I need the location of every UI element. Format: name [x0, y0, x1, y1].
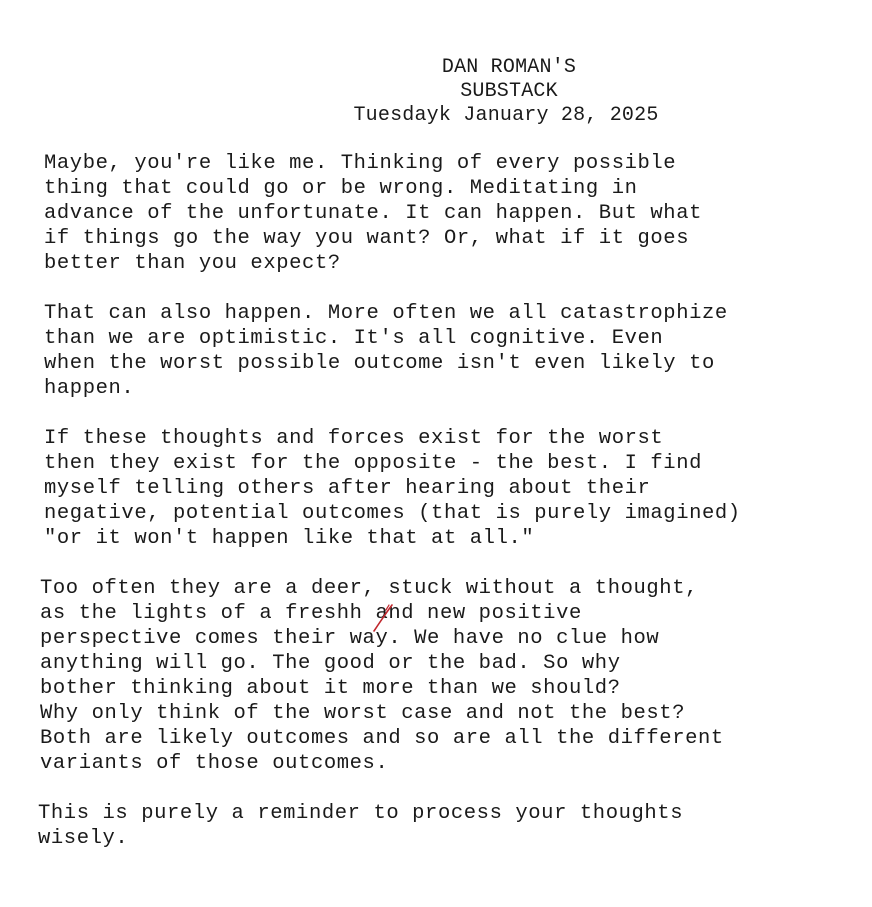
text-line: This is purely a reminder to process your thoughts: [38, 802, 684, 825]
text-line: perspective comes their way. We have no clue how: [40, 627, 660, 650]
paragraph: [40, 576, 864, 776]
text-line: Both are likely outcomes and so are all the different: [40, 727, 724, 750]
text-line: myself telling others after hearing about their: [44, 477, 651, 500]
text-line: if things go the way you want? Or, what if it goes: [44, 227, 690, 250]
document-body: [38, 151, 864, 876]
text-line: then they exist for the opposite - the best. I find: [44, 452, 703, 475]
text-line: negative, potential outcomes (that is purely imagined): [44, 502, 741, 525]
text-line: That can also happen. More often we all catastrophize: [44, 302, 728, 325]
paragraph: [44, 151, 864, 276]
text-line: happen.: [44, 377, 135, 400]
document-date: Tuesdayk January 28, 2025: [353, 104, 659, 127]
text-line: as the lights of a freshh and new positive: [40, 602, 582, 625]
text-line: advance of the unfortunate. It can happen. But what: [44, 202, 703, 225]
text-line: anything will go. The good or the bad. So why: [40, 652, 621, 675]
paragraph: [38, 801, 864, 851]
text-line: "or it won't happen like that at all.": [44, 527, 535, 550]
text-line: thing that could go or be wrong. Meditating in: [44, 177, 638, 200]
text-line: If these thoughts and forces exist for the worst: [44, 427, 664, 450]
paragraph: [44, 301, 864, 401]
paragraph: [44, 426, 864, 551]
text-line: better than you expect?: [44, 252, 341, 275]
text-line: Why only think of the worst case and not the best?: [40, 702, 686, 725]
correction-slash-mark: [372, 604, 394, 632]
text-line: Maybe, you're like me. Thinking of every possible: [44, 152, 677, 175]
text-line: when the worst possible outcome isn't even likely to: [44, 352, 715, 375]
text-line: wisely.: [38, 827, 129, 850]
author-title: DAN ROMAN'S: [441, 56, 577, 79]
publication-name: SUBSTACK: [460, 80, 558, 103]
text-line: than we are optimistic. It's all cognitive. Even: [44, 327, 664, 350]
text-line: Too often they are a deer, stuck without a thought,: [40, 577, 699, 600]
document-header: [0, 56, 872, 128]
text-line: variants of those outcomes.: [40, 752, 389, 775]
text-line: bother thinking about it more than we should?: [40, 677, 621, 700]
